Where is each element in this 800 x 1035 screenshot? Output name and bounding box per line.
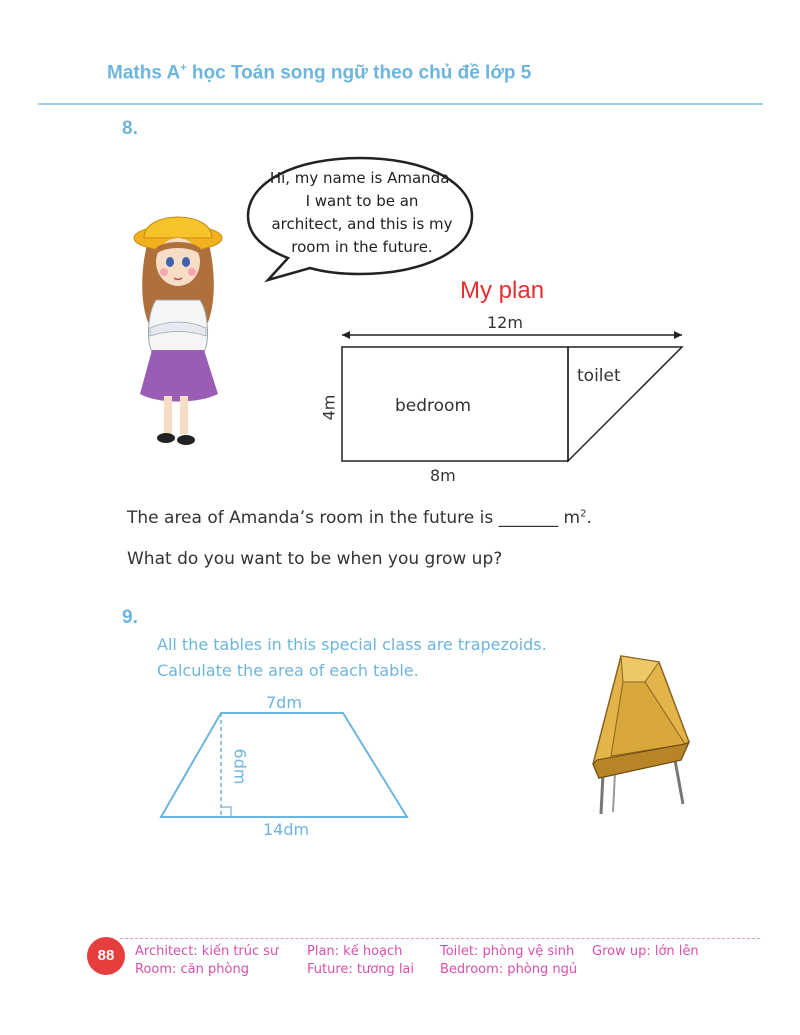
glossary-future: Future: tương lai	[307, 962, 415, 977]
dimension-top: 12m	[487, 313, 523, 332]
trapezoid-shape	[161, 713, 407, 817]
header-divider	[38, 103, 763, 105]
speech-line: Hi, my name is Amanda.	[269, 169, 455, 187]
q9-instruction-line2: Calculate the area of each table.	[157, 661, 419, 680]
glossary-bedroom: Bedroom: phòng ngủ	[440, 962, 578, 977]
trapezoid-height-label: 6dm	[230, 748, 250, 785]
label-bedroom: bedroom	[395, 396, 472, 416]
label-toilet: toilet	[577, 366, 621, 386]
toilet-triangle	[568, 347, 682, 461]
speech-line: room in the future.	[291, 238, 433, 256]
glossary-toilet: Toilet: phòng vệ sinh	[440, 944, 575, 959]
floor-plan-diagram	[330, 325, 695, 470]
table-illustration	[585, 652, 695, 817]
glossary-room: Room: căn phòng	[135, 962, 249, 977]
girl-illustration	[128, 200, 228, 455]
question-8-number: 8.	[122, 118, 138, 139]
glossary-architect: Architect: kiến trúc sư	[135, 944, 279, 959]
grow-up-question: What do you want to be when you grow up?	[127, 549, 503, 569]
page-number-badge: 88	[87, 937, 125, 975]
footer-divider	[120, 938, 760, 939]
q9-instruction-line1: All the tables in this special class are trapezoids.	[157, 635, 547, 654]
speech-line: I want to be an	[305, 192, 419, 210]
area-question: The area of Amanda’s room in the future is _______ $m^2$.	[127, 508, 592, 528]
speech-text	[262, 167, 462, 259]
glossary-grow-up: Grow up: lớn lên	[592, 944, 699, 959]
glossary-plan: Plan: kế hoạch	[307, 944, 403, 959]
dimension-side: 4m	[319, 394, 339, 421]
trapezoid-top-label: 7dm	[266, 693, 302, 712]
trapezoid-diagram	[155, 705, 415, 825]
header-title: Maths A+ học Toán song ngữ theo chủ đề lớp 5	[107, 62, 532, 84]
trapezoid-bottom-label: 14dm	[263, 820, 310, 839]
question-9-number: 9.	[122, 607, 138, 628]
plan-title: My plan	[460, 277, 545, 304]
dimension-bottom: 8m	[430, 466, 456, 485]
speech-line: architect, and this is my	[271, 215, 453, 233]
right-angle-mark	[221, 807, 231, 817]
